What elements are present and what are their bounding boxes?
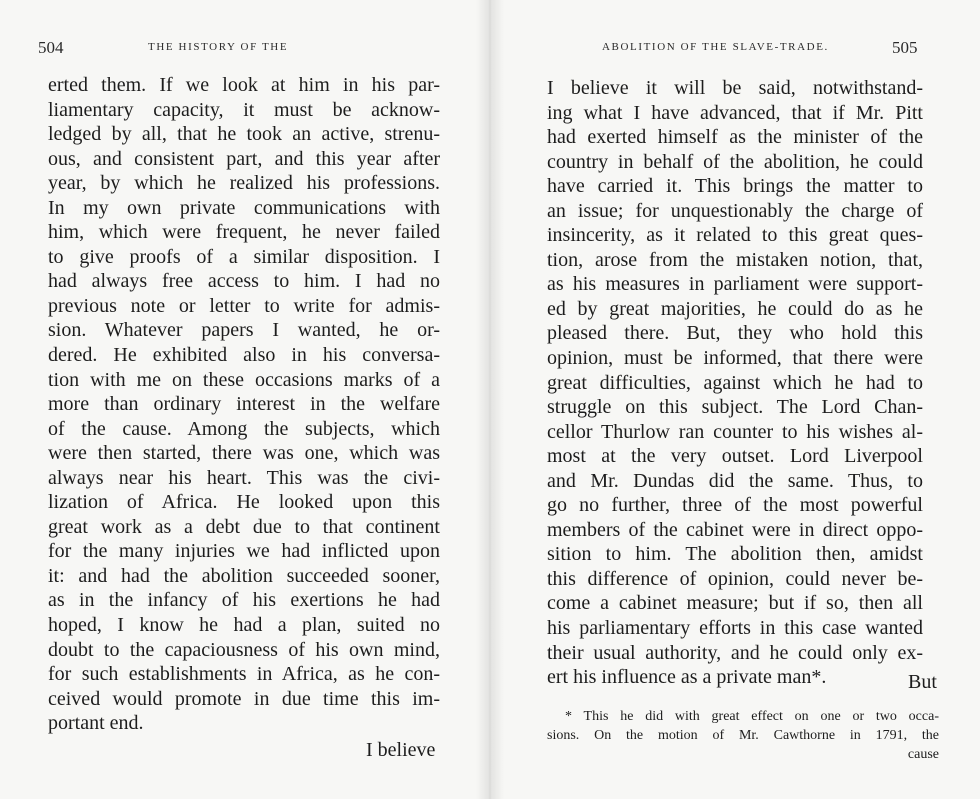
text-line: tion, arose from the mistaken notion, that,: [547, 248, 923, 271]
text-line: previous note or letter to write for admis-: [48, 294, 440, 317]
text-line: as in the infancy of his exertions he had: [48, 589, 440, 612]
text-line: to give proofs of a similar disposition. I: [48, 245, 440, 268]
text-line: pleased there. But, they who hold this: [547, 322, 923, 345]
text-line: doubt to the capaciousness of his own mind,: [48, 638, 440, 661]
text-line: struggle on this subject. The Lord Chan-: [547, 396, 923, 419]
text-line: for the many injuries we had inflicted upon: [48, 540, 440, 563]
text-line: year, by which he realized his professions.: [48, 172, 440, 195]
footnote-line: * This he did with great effect on one or two occa-: [565, 709, 939, 724]
text-line: always near his heart. This was the civi-: [48, 466, 440, 489]
text-line: hoped, I know he had a plan, suited no: [48, 614, 440, 637]
text-line: dered. He exhibited also in his conversa-: [48, 344, 440, 367]
text-line: ing what I have advanced, that if Mr. Pitt: [547, 101, 923, 124]
text-line: country in behalf of the abolition, he could: [547, 150, 923, 173]
text-line: liamentary capacity, it must be acknow-: [48, 98, 440, 121]
text-line: opinion, must be informed, that there were: [547, 347, 923, 370]
text-line: their usual authority, and he could only ex-: [547, 641, 923, 664]
text-line: go no further, three of the most powerful: [547, 494, 923, 517]
text-line: tion with me on these occasions marks of a: [48, 368, 440, 391]
text-line: insincerity, as it related to this great ques-: [547, 224, 923, 247]
text-line: ert his influence as a private man*.: [547, 666, 827, 689]
footnote: [547, 707, 939, 764]
text-line: portant end.: [48, 712, 144, 735]
text-line: more than ordinary interest in the welfare: [48, 393, 440, 416]
text-line: In my own private communications with: [48, 196, 440, 219]
text-line: ledged by all, that he took an active, strenu-: [48, 123, 440, 146]
text-line: have carried it. This brings the matter to: [547, 175, 923, 198]
text-line: were then started, there was one, which was: [48, 442, 440, 465]
right-catchword: But: [908, 671, 937, 693]
text-line: this difference of opinion, could never be-: [547, 567, 923, 590]
footnote-line: cause: [907, 747, 939, 762]
text-line: cellor Thurlow ran counter to his wishes al-: [547, 420, 923, 443]
text-line: an issue; for unquestionably the charge of: [547, 199, 923, 222]
text-line: sion. Whatever papers I wanted, he or-: [48, 319, 440, 342]
text-line: his parliamentary efforts in this case wanted: [547, 617, 923, 640]
text-line: ed by great majorities, he could do as he: [547, 297, 923, 320]
text-line: most at the very outset. Lord Liverpool: [547, 445, 923, 468]
right-page-body: [547, 76, 923, 690]
text-line: had always free access to him. I had no: [48, 270, 440, 293]
text-line: come a cabinet measure; but if so, then all: [547, 592, 923, 615]
text-line: sition to him. The abolition then, amidst: [547, 543, 923, 566]
text-line: great difficulties, against which he had to: [547, 371, 923, 394]
right-page-number: 505: [892, 38, 918, 57]
text-line: him, which were frequent, he never failed: [48, 221, 440, 244]
text-line: I believe it will be said, notwithstand-: [547, 77, 923, 99]
text-line: members of the cabinet were in direct oppo-: [547, 518, 923, 541]
text-line: had exerted himself as the minister of the: [547, 126, 923, 149]
right-page: [490, 0, 980, 799]
footnote-line: sions. On the motion of Mr. Cawthorne in 1791, the: [547, 728, 939, 743]
left-catchword: I believe: [366, 739, 436, 761]
text-line: it: and had the abolition succeeded sooner,: [48, 564, 440, 587]
text-line: for such establishments in Africa, as he con-: [48, 663, 440, 686]
text-line: and Mr. Dundas did the same. Thus, to: [547, 469, 923, 492]
text-line: ceived would promote in due time this im-: [48, 687, 440, 710]
text-line: erted them. If we look at him in his par-: [48, 74, 440, 96]
text-line: ous, and consistent part, and this year after: [48, 147, 440, 170]
left-page-number: 504: [38, 38, 64, 57]
text-line: as his measures in parliament were support-: [547, 273, 923, 296]
right-running-head: ABOLITION OF THE SLAVE-TRADE.: [602, 41, 829, 53]
left-page-body: [48, 73, 440, 736]
left-running-head: THE HISTORY OF THE: [148, 41, 289, 53]
text-line: great work as a debt due to that continent: [48, 515, 440, 538]
text-line: lization of Africa. He looked upon this: [48, 491, 440, 514]
text-line: of the cause. Among the subjects, which: [48, 417, 440, 440]
